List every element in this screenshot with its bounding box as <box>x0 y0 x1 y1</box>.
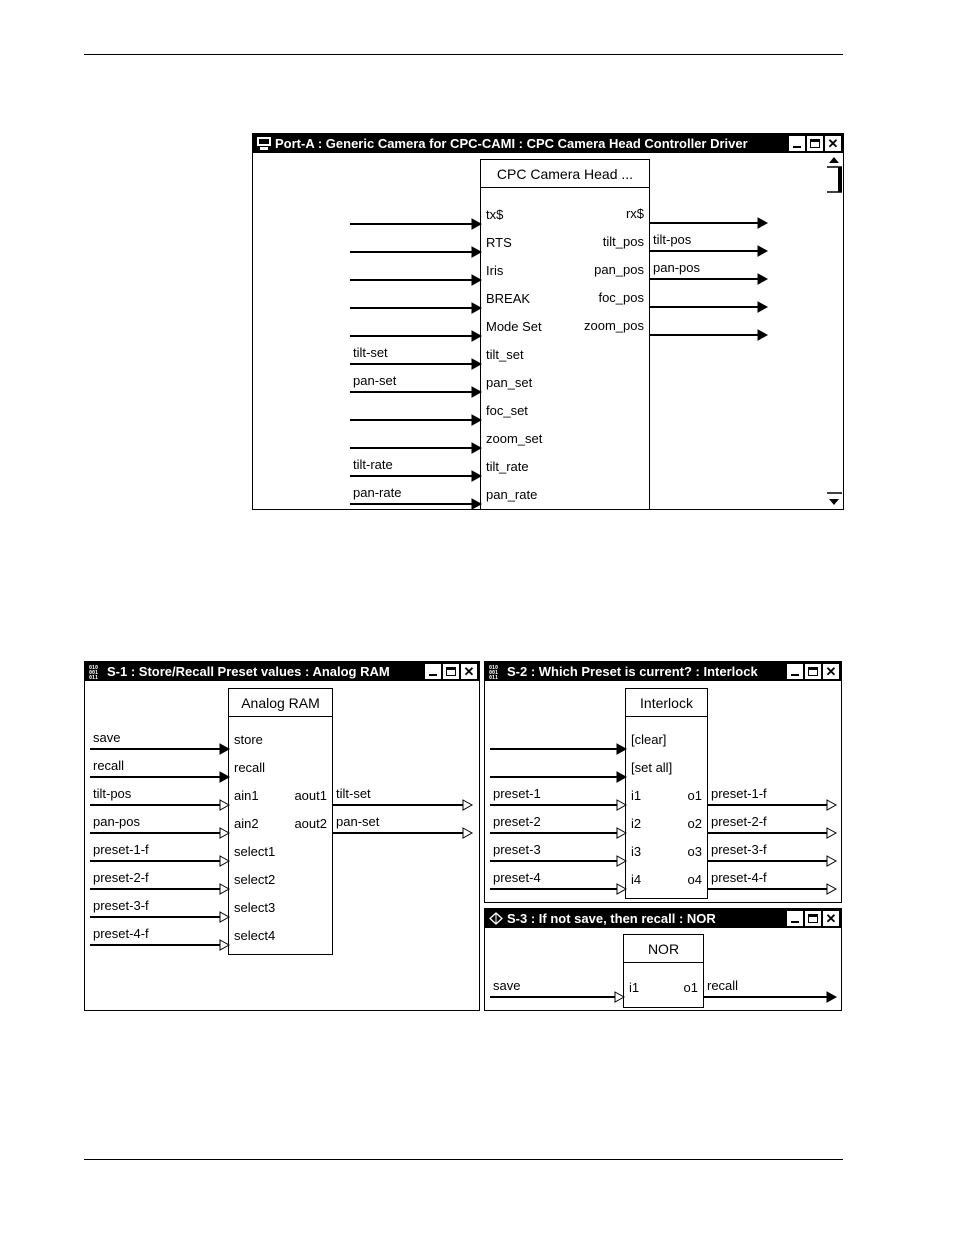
input-port-label: select2 <box>234 872 276 887</box>
filled-arrow-icon <box>617 744 626 754</box>
input-port-label: i1 <box>631 788 642 803</box>
filled-arrow-icon <box>827 992 836 1002</box>
input-signal-label: pan-pos <box>93 814 140 829</box>
input-port-label: ain1 <box>234 788 259 803</box>
hollow-arrow-icon <box>827 828 836 838</box>
input-port-label: pan_rate <box>486 487 538 502</box>
input-port-label: [set all] <box>631 760 673 775</box>
block-title: Analog RAM <box>229 689 332 717</box>
output-signal-label: preset-1-f <box>711 786 767 801</box>
hollow-arrow-icon <box>617 856 626 866</box>
input-signal-label: preset-3 <box>493 842 541 857</box>
svg-text:001: 001 <box>489 670 499 676</box>
filled-arrow-icon <box>758 246 767 256</box>
input-signal-label: pan-rate <box>353 485 402 500</box>
window-title: S-1 : Store/Recall Preset values : Analog RAM <box>107 664 390 679</box>
svg-text:010: 010 <box>489 665 499 671</box>
block-title: CPC Camera Head ... <box>481 160 649 188</box>
hollow-arrow-icon <box>615 992 624 1002</box>
svg-text:010: 010 <box>89 665 99 671</box>
hollow-arrow-icon <box>827 884 836 894</box>
filled-arrow-icon <box>472 247 481 257</box>
filled-arrow-icon <box>472 275 481 285</box>
window-title: S-3 : If not save, then recall : NOR <box>507 911 716 926</box>
input-port-label: i4 <box>631 872 642 887</box>
output-port-label: foc_pos <box>598 290 644 305</box>
filled-arrow-icon <box>758 218 767 228</box>
output-port-label: zoom_pos <box>584 318 644 333</box>
close-button[interactable]: ✕ <box>461 664 477 679</box>
filled-arrow-icon <box>472 219 481 229</box>
input-signal-label: preset-1 <box>493 786 541 801</box>
filled-arrow-icon <box>617 772 626 782</box>
hollow-arrow-icon <box>220 940 229 950</box>
output-port-label: pan_pos <box>594 262 644 277</box>
input-port-label: Iris <box>486 263 504 278</box>
input-signal-label: preset-1-f <box>93 842 149 857</box>
output-port-label: aout2 <box>294 816 327 831</box>
input-port-label: [clear] <box>631 732 667 747</box>
input-port-label: zoom_set <box>486 431 543 446</box>
input-signal-label: preset-3-f <box>93 898 149 913</box>
hollow-arrow-icon <box>827 856 836 866</box>
input-port-label: i3 <box>631 844 642 859</box>
output-signal-label: tilt-pos <box>653 232 692 247</box>
input-signal-label: preset-4-f <box>93 926 149 941</box>
input-port-label: store <box>234 732 263 747</box>
output-port-label: o4 <box>687 872 702 887</box>
svg-text:011: 011 <box>489 675 499 679</box>
output-port-label: tilt_pos <box>602 234 644 249</box>
input-port-label: RTS <box>486 235 512 250</box>
input-port-label: select3 <box>234 900 276 915</box>
hollow-arrow-icon <box>463 828 472 838</box>
filled-arrow-icon <box>758 330 767 340</box>
svg-text:001: 001 <box>89 670 99 676</box>
input-port-label: pan_set <box>486 375 533 390</box>
filled-arrow-icon <box>472 331 481 341</box>
output-signal-label: preset-4-f <box>711 870 767 885</box>
hollow-arrow-icon <box>617 884 626 894</box>
filled-arrow-icon <box>472 499 481 509</box>
filled-arrow-icon <box>472 443 481 453</box>
input-port-label: recall <box>234 760 266 775</box>
hollow-arrow-icon <box>220 856 229 866</box>
filled-arrow-icon <box>758 302 767 312</box>
input-port-label: tilt_rate <box>486 459 529 474</box>
input-port-label: foc_set <box>486 403 528 418</box>
input-signal-label: save <box>493 978 521 993</box>
window-title: Port-A : Generic Camera for CPC-CAMI : CPC Camera Head Controller Driver <box>275 136 748 151</box>
hollow-arrow-icon <box>220 884 229 894</box>
hollow-arrow-icon <box>617 828 626 838</box>
hollow-arrow-icon <box>827 800 836 810</box>
filled-arrow-icon <box>758 274 767 284</box>
input-signal-label: preset-2 <box>493 814 541 829</box>
output-port-label: o3 <box>687 844 702 859</box>
input-signal-label: preset-4 <box>493 870 541 885</box>
filled-arrow-icon <box>472 415 481 425</box>
hollow-arrow-icon <box>220 800 229 810</box>
input-port-label: select1 <box>234 844 276 859</box>
input-port-label: tilt_set <box>486 347 524 362</box>
input-port-label: tx$ <box>486 207 504 222</box>
input-port-label: select4 <box>234 928 276 943</box>
input-signal-label: pan-set <box>353 373 397 388</box>
output-signal-label: preset-2-f <box>711 814 767 829</box>
output-port-label: o2 <box>687 816 702 831</box>
output-port-label: o1 <box>683 980 698 995</box>
svg-text:011: 011 <box>89 675 99 679</box>
input-port-label: BREAK <box>486 291 531 306</box>
close-button[interactable]: ✕ <box>825 136 841 151</box>
close-button[interactable]: ✕ <box>823 664 839 679</box>
hollow-arrow-icon <box>617 800 626 810</box>
hollow-arrow-icon <box>463 800 472 810</box>
input-signal-label: tilt-set <box>353 345 388 360</box>
input-signal-label: tilt-pos <box>93 786 132 801</box>
filled-arrow-icon <box>472 303 481 313</box>
output-signal-label: recall <box>707 978 739 993</box>
input-port-label: i1 <box>629 980 640 995</box>
input-signal-label: recall <box>93 758 125 773</box>
window-title: S-2 : Which Preset is current? : Interlock <box>507 664 758 679</box>
hollow-arrow-icon <box>220 912 229 922</box>
output-port-label: aout1 <box>294 788 327 803</box>
hollow-arrow-icon <box>220 828 229 838</box>
output-port-label: o1 <box>687 788 702 803</box>
input-port-label: ain2 <box>234 816 259 831</box>
close-button[interactable]: ✕ <box>823 911 839 926</box>
output-signal-label: preset-3-f <box>711 842 767 857</box>
output-signal-label: tilt-set <box>336 786 371 801</box>
filled-arrow-icon <box>472 471 481 481</box>
block-title: NOR <box>624 935 703 963</box>
output-port-label: rx$ <box>625 206 644 221</box>
input-signal-label: preset-2-f <box>93 870 149 885</box>
output-signal-label: pan-pos <box>653 260 700 275</box>
filled-arrow-icon <box>220 772 229 782</box>
input-port-label: Mode Set <box>486 319 542 334</box>
input-signal-label: save <box>93 730 121 745</box>
input-signal-label: tilt-rate <box>353 457 393 472</box>
filled-arrow-icon <box>220 744 229 754</box>
input-port-label: i2 <box>631 816 642 831</box>
block-title: Interlock <box>626 689 707 717</box>
filled-arrow-icon <box>472 387 481 397</box>
filled-arrow-icon <box>472 359 481 369</box>
output-signal-label: pan-set <box>336 814 380 829</box>
